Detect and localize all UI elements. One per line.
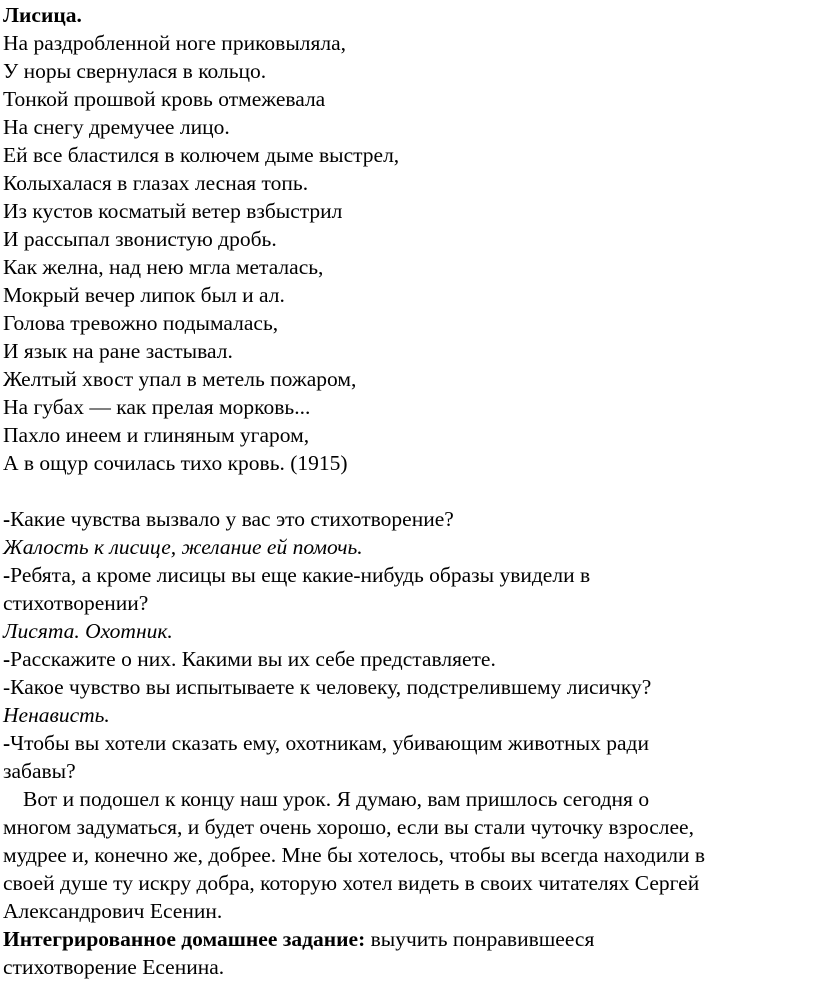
homework-paragraph xyxy=(3,925,813,981)
homework-line xyxy=(3,925,813,953)
poem-line: На раздробленной ноге приковыляла, xyxy=(3,31,347,55)
blank-line xyxy=(3,477,813,505)
poem-line: Голова тревожно подымалась, xyxy=(3,311,279,335)
poem-line: Из кустов косматый ветер взбыстрил xyxy=(3,199,343,223)
question-3-text: Расскажите о них. Какими вы их себе представляете. xyxy=(10,647,496,671)
poem-line: А в ощур сочилась тихо кровь. (1915) xyxy=(3,451,348,475)
poem-body xyxy=(3,29,813,477)
question-4: -Какое чувство вы испытываете к человеку, подстрелившему лисичку? xyxy=(3,675,652,699)
question-2 xyxy=(3,561,813,589)
question-dash: - xyxy=(3,731,11,755)
conclusion-line: многом задуматься, и будет очень хорошо, если вы стали чуточку взрослее, xyxy=(3,815,694,839)
poem-line: Как желна, над нею мгла металась, xyxy=(3,255,324,279)
poem-line: Тонкой прошвой кровь отмежевала xyxy=(3,87,326,111)
homework-label: Интегрированное домашнее задание: xyxy=(3,927,366,951)
question-2-continuation: стихотворении? xyxy=(3,591,149,615)
poem-title: Лисица. xyxy=(3,3,82,27)
conclusion-line: Александрович Есенин. xyxy=(3,899,223,923)
question-1 xyxy=(3,505,813,533)
poem-line: Ей все бластился в колючем дыме выстрел, xyxy=(3,143,400,167)
question-2-text: Ребята, а кроме лисицы вы еще какие-нибудь образы увидели в xyxy=(10,563,591,587)
homework-text: выучить понравившееся xyxy=(365,927,595,951)
conclusion-line: своей душе ту искру добра, которую хотел видеть в своих читателях Сергей xyxy=(3,871,700,895)
poem-line: Пахло инеем и глиняным угаром, xyxy=(3,423,310,447)
question-3 xyxy=(3,645,813,673)
question-5-text: Чтобы вы хотели сказать ему, охотникам, убивающим животных ради xyxy=(10,731,649,755)
question-dash: - xyxy=(3,507,11,531)
homework-line: стихотворение Есенина. xyxy=(3,955,225,979)
conclusion-line: Вот и подошел к концу наш урок. Я думаю, вам пришлось сегодня о xyxy=(23,787,650,811)
conclusion-line: мудрее и, конечно же, добрее. Мне бы хотелось, чтобы вы всегда находили в xyxy=(3,843,705,867)
conclusion-paragraph xyxy=(3,785,813,925)
poem-line: На губах — как прелая морковь... xyxy=(3,395,311,419)
poem-line: У норы свернулася в кольцо. xyxy=(3,59,267,83)
question-dash: - xyxy=(3,647,11,671)
poem-line: Мокрый вечер липок был и ал. xyxy=(3,283,285,307)
question-5 xyxy=(3,729,813,757)
poem-line: Желтый хвост упал в метель пожаром, xyxy=(3,367,357,391)
answer-4: Ненависть. xyxy=(3,703,110,727)
question-dash: - xyxy=(3,563,11,587)
poem-line: И рассыпал звонистую дробь. xyxy=(3,227,277,251)
poem-line: И язык на ране застывал. xyxy=(3,339,233,363)
poem-line: На снегу дремучее лицо. xyxy=(3,115,230,139)
answer-2: Лисята. Охотник. xyxy=(3,619,173,643)
answer-1: Жалость к лисице, желание ей помочь. xyxy=(3,535,363,559)
discussion-section xyxy=(3,505,813,785)
document-page xyxy=(3,1,813,981)
poem-line: Колыхалася в глазах лесная топь. xyxy=(3,171,309,195)
question-5-continuation: забавы? xyxy=(3,759,76,783)
question-1-text: Какие чувства вызвало у вас это стихотворение? xyxy=(10,507,454,531)
